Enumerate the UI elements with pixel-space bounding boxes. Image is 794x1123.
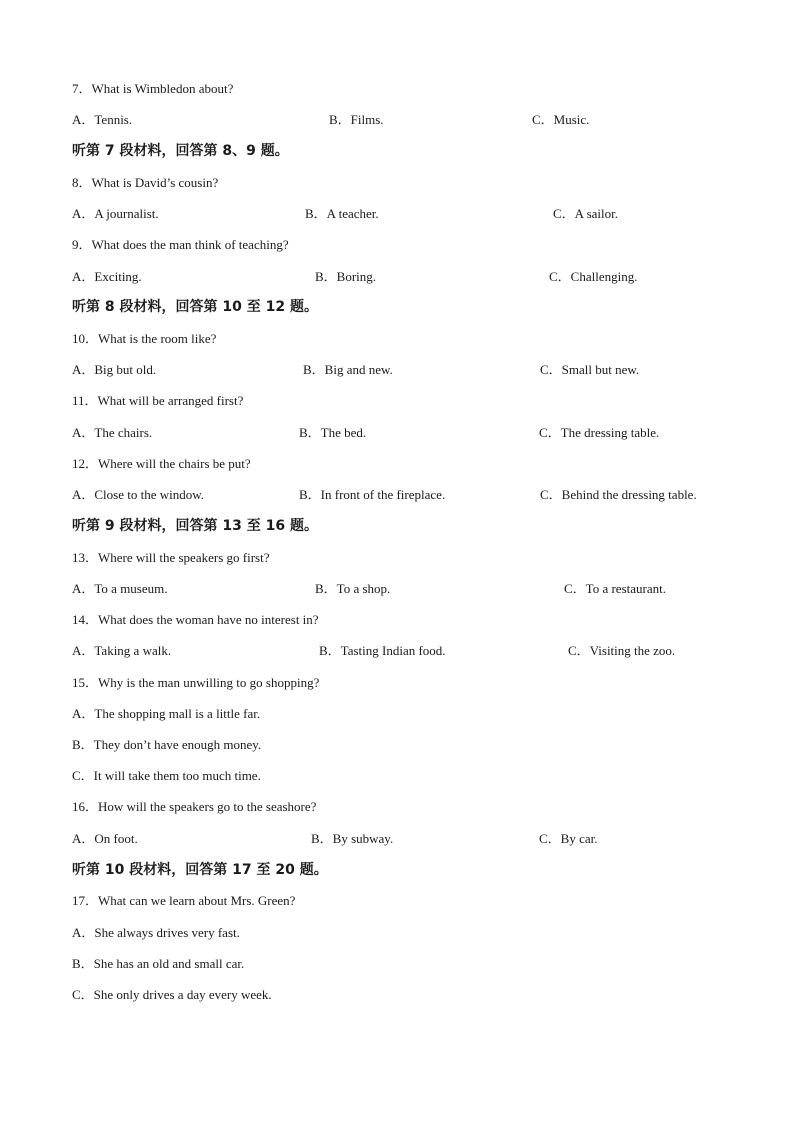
option-b: B．The bed.	[299, 425, 367, 440]
option-c: C．To a restaurant.	[564, 581, 666, 596]
section-heading-9: 听第 9 段材料，回答第 13 至 16 题。	[72, 518, 318, 534]
option-c: C．Challenging.	[549, 269, 638, 284]
section-heading-10: 听第 10 段材料，回答第 17 至 20 题。	[72, 862, 328, 878]
question-17-option-c: C．She only drives a day every week.	[72, 987, 272, 1002]
question-7-stem: 7．What is Wimbledon about?	[72, 81, 234, 96]
option-b: B．In front of the fireplace.	[299, 487, 446, 502]
question-13-stem: 13．Where will the speakers go first?	[72, 550, 270, 565]
option-c: C．The dressing table.	[539, 425, 660, 440]
question-15-option-b: B．They don’t have enough money.	[72, 737, 262, 752]
question-14-stem: 14．What does the woman have no interest in?	[72, 612, 319, 627]
question-15-option-a: A．The shopping mall is a little far.	[72, 706, 261, 721]
question-17-option-b: B．She has an old and small car.	[72, 956, 245, 971]
question-17-option-a: A．She always drives very fast.	[72, 925, 240, 940]
option-b: B．Tasting Indian food.	[319, 643, 446, 658]
question-9-stem: 9．What does the man think of teaching?	[72, 237, 289, 252]
option-c: C．A sailor.	[553, 206, 619, 221]
question-15-option-c: C．It will take them too much time.	[72, 768, 261, 783]
option-a: A．Tennis.	[72, 112, 133, 127]
option-a: A．Close to the window.	[72, 487, 205, 502]
question-8-stem: 8．What is David’s cousin?	[72, 175, 219, 190]
option-b: B．A teacher.	[305, 206, 379, 221]
option-a: A．To a museum.	[72, 581, 168, 596]
question-10-stem: 10．What is the room like?	[72, 331, 217, 346]
option-b: B．Big and new.	[303, 362, 393, 377]
question-15-stem: 15．Why is the man unwilling to go shopping?	[72, 675, 320, 690]
option-c: C．Small but new.	[540, 362, 640, 377]
option-c: C．Visiting the zoo.	[568, 643, 676, 658]
option-b: B．Films.	[329, 112, 384, 127]
option-b: B．To a shop.	[315, 581, 391, 596]
option-c: C．Music.	[532, 112, 590, 127]
option-b: B．Boring.	[315, 269, 377, 284]
option-a: A．Big but old.	[72, 362, 157, 377]
section-heading-7: 听第 7 段材料，回答第 8、9 题。	[72, 143, 289, 159]
option-a: A．Exciting.	[72, 269, 142, 284]
option-a: A．Taking a walk.	[72, 643, 172, 658]
option-c: C．Behind the dressing table.	[540, 487, 697, 502]
option-a: A．On foot.	[72, 831, 138, 846]
question-16-stem: 16．How will the speakers go to the seashore?	[72, 799, 317, 814]
option-a: A．A journalist.	[72, 206, 159, 221]
question-11-stem: 11．What will be arranged first?	[72, 393, 244, 408]
option-b: B．By subway.	[311, 831, 394, 846]
option-c: C．By car.	[539, 831, 598, 846]
question-17-stem: 17．What can we learn about Mrs. Green?	[72, 893, 296, 908]
option-a: A．The chairs.	[72, 425, 153, 440]
question-12-stem: 12．Where will the chairs be put?	[72, 456, 251, 471]
section-heading-8: 听第 8 段材料，回答第 10 至 12 题。	[72, 299, 318, 315]
